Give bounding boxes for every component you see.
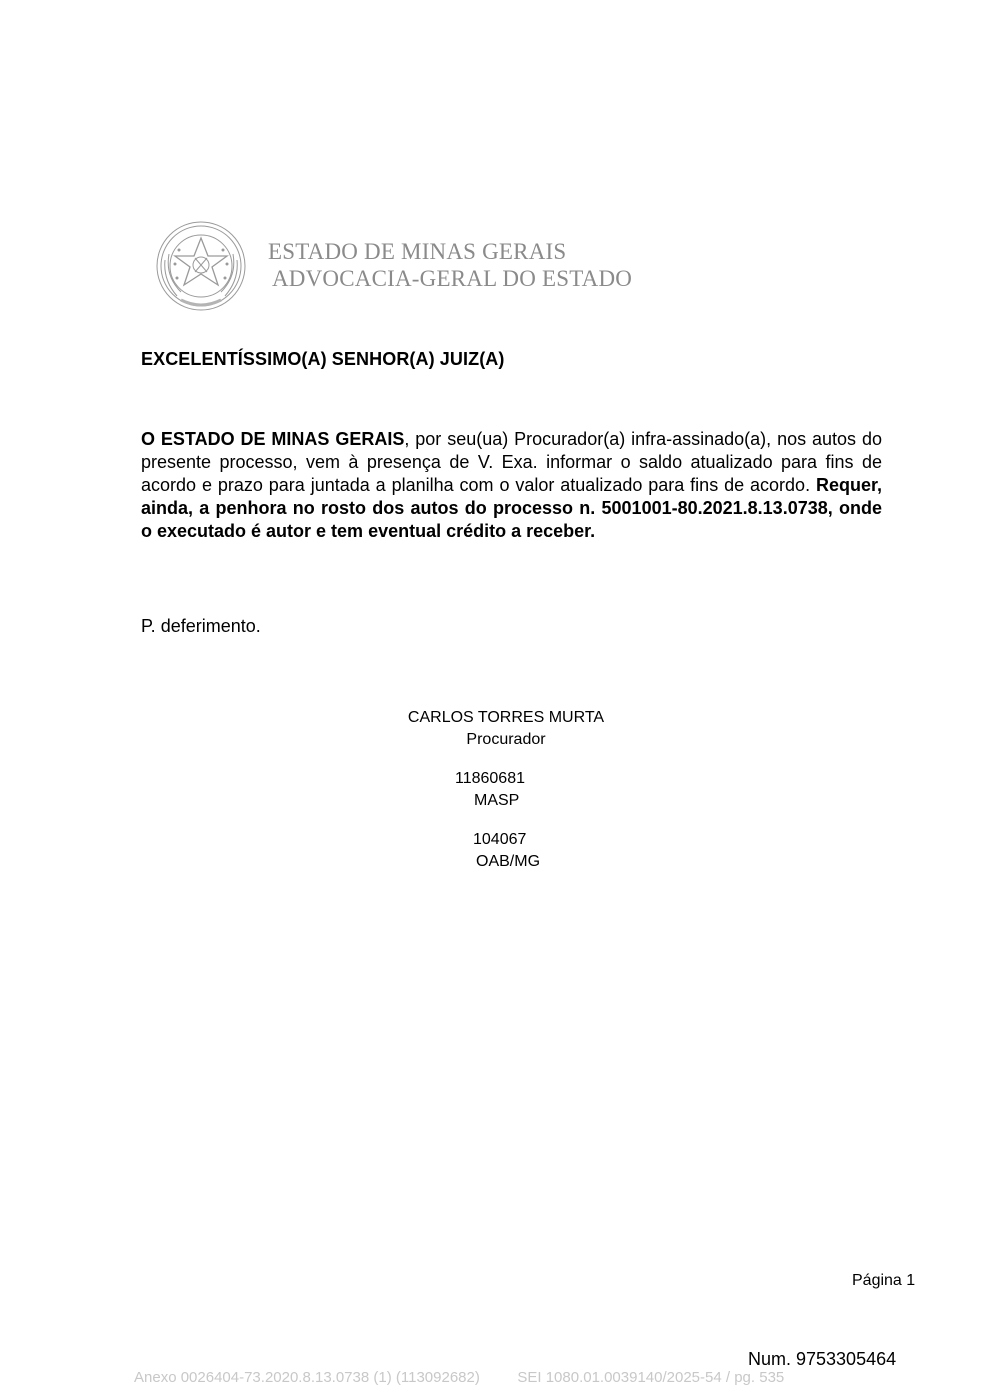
page-number: Página 1 <box>852 1272 916 1289</box>
footer-annex: Anexo 0026404-73.2020.8.13.0738 (1) (113092682) <box>134 1369 480 1386</box>
signature-block <box>380 707 632 751</box>
letterhead <box>268 238 632 292</box>
signatory-role: Procurador <box>466 731 546 748</box>
petition-text: , por seu(ua) Procurador(a) infra-assinado(a), nos autos do presente processo, vem à presença de V. Exa. informar o saldo atualizado para fins de acordo e prazo para juntada a planilha com o valor atualizado para fins de acordo. <box>141 429 882 495</box>
addressee-heading: EXCELENTÍSSIMO(A) SENHOR(A) JUIZ(A) <box>141 349 505 369</box>
oab-number: 104067 <box>473 831 527 848</box>
footer <box>134 1369 784 1386</box>
letterhead-state: ESTADO DE MINAS GERAIS <box>268 239 567 264</box>
petition-paragraph <box>141 428 882 543</box>
petition-request: Requer, ainda, a penhora no rosto dos autos do processo n. 5001001-80.2021.8.13.0738, onde o executado é autor e tem eventual crédito a receber. <box>141 475 882 541</box>
oab-block <box>473 829 593 873</box>
masp-number: 11860681 <box>455 770 525 787</box>
signatory-name: CARLOS TORRES MURTA <box>407 709 605 726</box>
letterhead-agency: ADVOCACIA-GERAL DO ESTADO <box>272 266 633 291</box>
footer-sei: SEI 1080.01.0039140/2025-54 / pg. 535 <box>517 1369 785 1386</box>
document-number: Num. 9753305464 <box>748 1349 897 1369</box>
masp-label: MASP <box>474 792 520 809</box>
masp-block <box>455 768 585 812</box>
closing-text: P. deferimento. <box>141 616 261 636</box>
coat-of-arms-icon <box>155 220 247 312</box>
oab-label: OAB/MG <box>476 853 541 870</box>
petition-party: O ESTADO DE MINAS GERAIS <box>141 429 405 449</box>
